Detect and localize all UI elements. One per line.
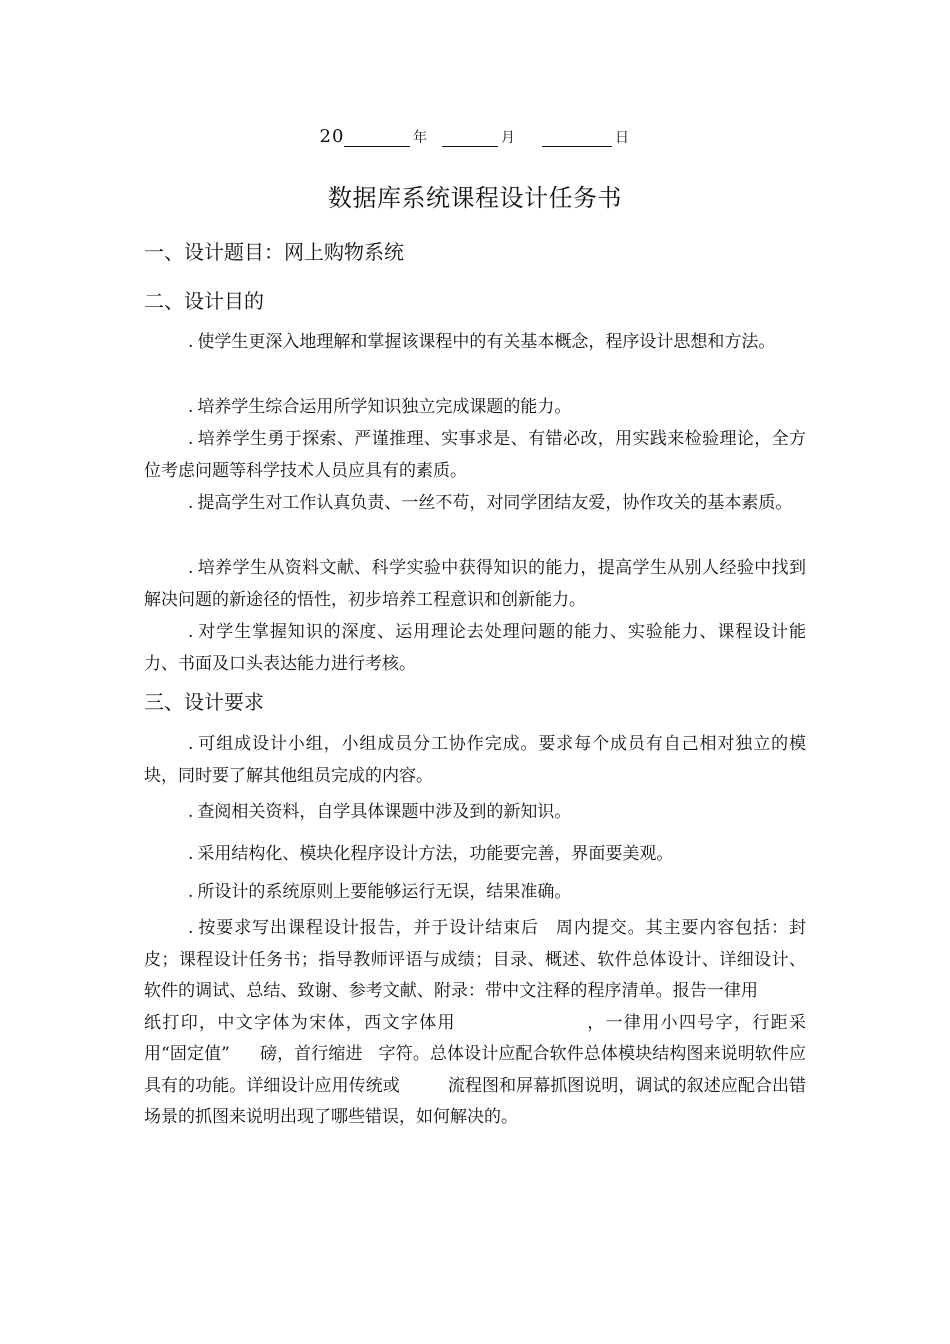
bullet-dot: . (188, 802, 194, 822)
year-blank (344, 124, 410, 147)
requirement-item-text: 所设计的系统原则上要能够运行无误，结果准确。 (197, 882, 572, 902)
day-blank (542, 124, 612, 147)
requirement-item (144, 877, 806, 909)
bullet-dot: . (188, 734, 194, 754)
bullet-dot: . (188, 493, 194, 513)
report-text-6: 字符。总体设计应配合软件总体模块结构图来说明软件应具有的功能。详细设计应用传统或 (144, 1044, 807, 1096)
report-requirement-item (144, 913, 806, 1134)
report-text-1: 按要求写出课程设计报告，并于设计结束后 (197, 918, 539, 938)
report-text-7: 流程图和屏幕抓图说明，调试的叙述应配合出错场景的抓图来说明出现了哪些错误，如何解决的。 (144, 1075, 807, 1127)
purpose-item (144, 424, 806, 487)
report-text-3: 纸打印，中文字体为宋体，西文字体用 (144, 1012, 456, 1033)
purpose-item (144, 553, 806, 616)
requirement-item-text: 采用结构化、模块化程序设计方法，功能要完善，界面要美观。 (197, 844, 674, 864)
purpose-item (144, 617, 806, 680)
month-unit: 月 (500, 130, 516, 146)
section-purpose-heading: 二、设计目的 (144, 289, 264, 313)
purpose-item-text: 提高学生对工作认真负责、一丝不苟，对同学团结友爱，协作攻关的基本素质。 (197, 493, 793, 513)
date-line (0, 124, 950, 147)
section-topic-heading: 一、设计题目：网上购物系统 (144, 240, 404, 264)
month-blank (442, 124, 498, 147)
report-text-4: ，一律用小四号字，行距采用“固定值” (144, 1012, 807, 1064)
report-text-2: 周内提交。其主要内容包括：封皮；课程设计任务书；指导教师评语与成绩；目录、概述、软件总体设计、详细设计、软件的调试、总结、致谢、参考文献、附录：带中文注释的程序清单。报告一律用 (144, 918, 807, 1001)
purpose-item-text: 培养学生从资料文献、科学实验中获得知识的能力，提高学生从别人经验中找到解决问题的新途径的悟性，初步培养工程意识和创新能力。 (144, 558, 806, 610)
bullet-dot: . (188, 332, 194, 352)
purpose-item-text: 培养学生勇于探索、严谨推理、实事求是、有错必改，用实践来检验理论，全方位考虑问题等科学技术人员应具有的素质。 (144, 429, 806, 481)
requirement-item (144, 797, 806, 829)
purpose-item-text: 培养学生综合运用所学知识独立完成课题的能力。 (197, 397, 572, 417)
day-unit: 日 (614, 130, 630, 146)
bullet-dot: . (188, 429, 194, 449)
report-text-5: 磅，首行缩进 (259, 1044, 363, 1064)
bullet-dot: . (188, 882, 194, 902)
purpose-item-text: 对学生掌握知识的深度、运用理论去处理问题的能力、实验能力、课程设计能力、书面及口头表达能力进行考核。 (144, 622, 806, 674)
requirement-item (144, 729, 806, 792)
bullet-dot: . (188, 622, 194, 642)
requirement-item (144, 839, 806, 871)
purpose-item (144, 488, 806, 520)
section-requirements-heading: 三、设计要求 (144, 690, 264, 714)
requirement-item-text: 查阅相关资料，自学具体课题中涉及到的新知识。 (197, 802, 572, 822)
bullet-dot: . (188, 844, 194, 864)
year-unit: 年 (412, 130, 428, 146)
requirement-item-text: 可组成设计小组，小组成员分工协作完成。要求每个成员有自己相对独立的模块，同时要了解其他组员完成的内容。 (144, 734, 806, 786)
purpose-item-text: 使学生更深入地理解和掌握该课程中的有关基本概念，程序设计思想和方法。 (197, 332, 776, 352)
purpose-item (144, 327, 806, 359)
bullet-dot: . (188, 558, 194, 578)
bullet-dot: . (188, 918, 194, 938)
bullet-dot: . (188, 397, 194, 417)
purpose-item (144, 392, 806, 424)
document-title: 数据库系统课程设计任务书 (328, 184, 622, 212)
year-prefix: 20 (319, 126, 345, 147)
